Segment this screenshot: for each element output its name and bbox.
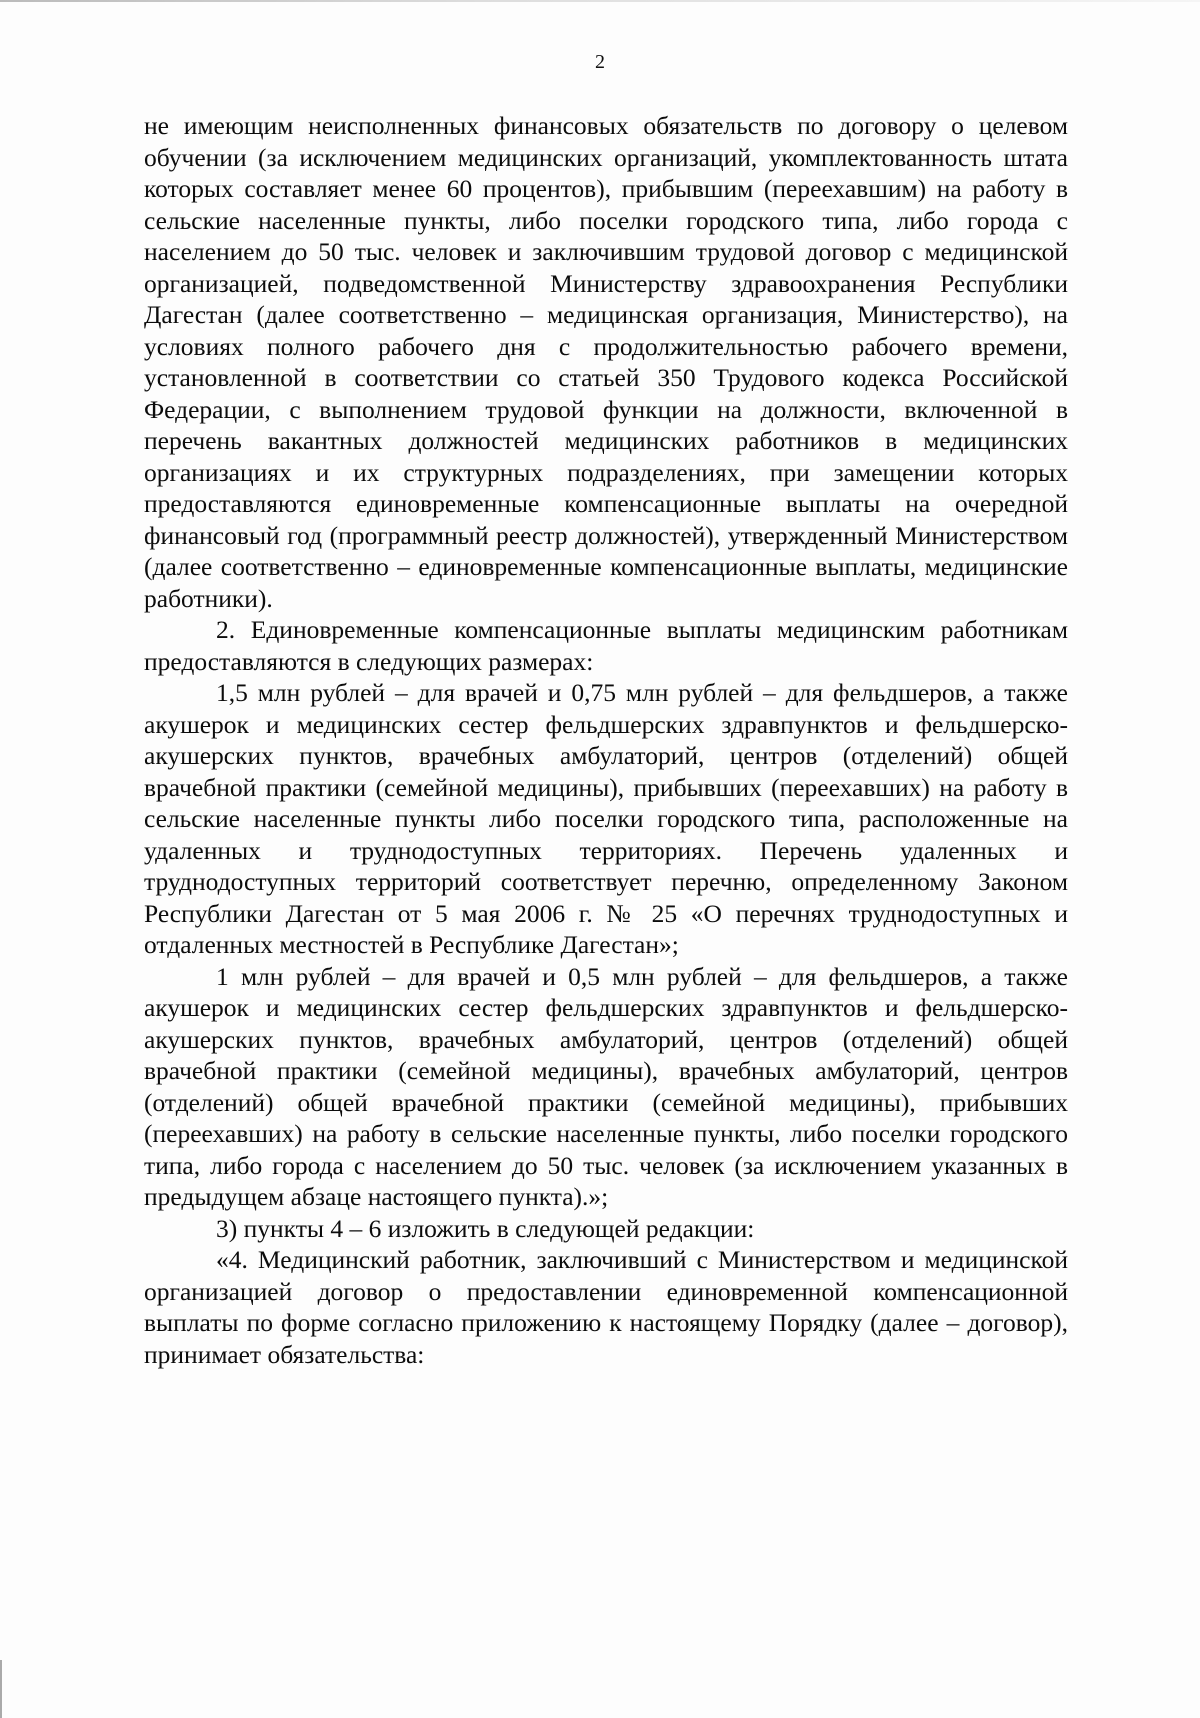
- paragraph-item-3: 3) пункты 4 – 6 изложить в следующей редакции:: [216, 1213, 755, 1243]
- paragraph-amount-rural: 1 млн рублей – для врачей и 0,5 млн рублей – для фельдшеров, а также акушерок и медицинских сестер фельдшерских здравпунктов и фельдшерско-акушерских пунктов, врачебных амбулаторий, центров (отделений) общей врачебной практики (семейной медицины), врачебных амбулаторий, центров (отделений) общей врачебной практики (семейной медицины), прибывших (переехавших) на работу в сельские населенные пункты, либо поселки городского типа, либо города с населением до 50 тыс. человек (за исключением указанных в предыдущем абзаце настоящего пункта).»;: [144, 961, 1068, 1211]
- document-body: [144, 110, 1068, 1370]
- paragraph-item-2: 2. Единовременные компенсационные выплаты медицинским работникам предоставляются в следующих размерах:: [144, 615, 1068, 676]
- page-number: 2: [595, 51, 605, 73]
- paragraph-continuation: не имеющим неисполненных финансовых обязательств по договору о целевом обучении (за исключением медицинских организаций, укомплектованность штата которых составляет менее 60 процентов), прибывшим (переехавшим) на работу в сельские населенные пункты, либо поселки городского типа, либо города с населением до 50 тыс. человек и заключившим трудовой договор с медицинской организацией, подведомственной Министерству здравоохранения Республики Дагестан (далее соответственно – медицинская организация, Министерство), на условиях полного рабочего дня с продолжительностью рабочего времени, установленной в соответствии со статьей 350 Трудового кодекса Российской Федерации, с выполнением трудовой функции на должности, включенной в перечень вакантных должностей медицинских работников в медицинских организациях и их структурных подразделениях, при замещении которых предоставляются единовременные компенсационные выплаты на очередной финансовый год (программный реестр должностей), утвержденный Министерством (далее соответственно – единовременные компенсационные выплаты, медицинские работники).: [144, 111, 1068, 613]
- scan-edge-top: [0, 0, 1200, 2]
- paragraph-amount-remote: 1,5 млн рублей – для врачей и 0,75 млн рублей – для фельдшеров, а также акушерок и медицинских сестер фельдшерских здравпунктов и фельдшерско-акушерских пунктов, врачебных амбулаторий, центров (отделений) общей врачебной практики (семейной медицины), прибывших (переехавших) на работу в сельские населенные пункты либо поселки городского типа, расположенные на удаленных и труднодоступных территориях. Перечень удаленных и труднодоступных территорий соответствует перечню, определенному Законом Республики Дагестан от 5 мая 2006 г. № 25 «О перечнях труднодоступных и отдаленных местностей в Республике Дагестан»;: [144, 678, 1068, 959]
- paragraph-item-4: «4. Медицинский работник, заключивший с Министерством и медицинской организацией договор о предоставлении единовременной компенсационной выплаты по форме согласно приложению к настоящему Порядку (далее – договор), принимает обязательства:: [144, 1245, 1068, 1369]
- scan-edge-left: [0, 1660, 2, 1718]
